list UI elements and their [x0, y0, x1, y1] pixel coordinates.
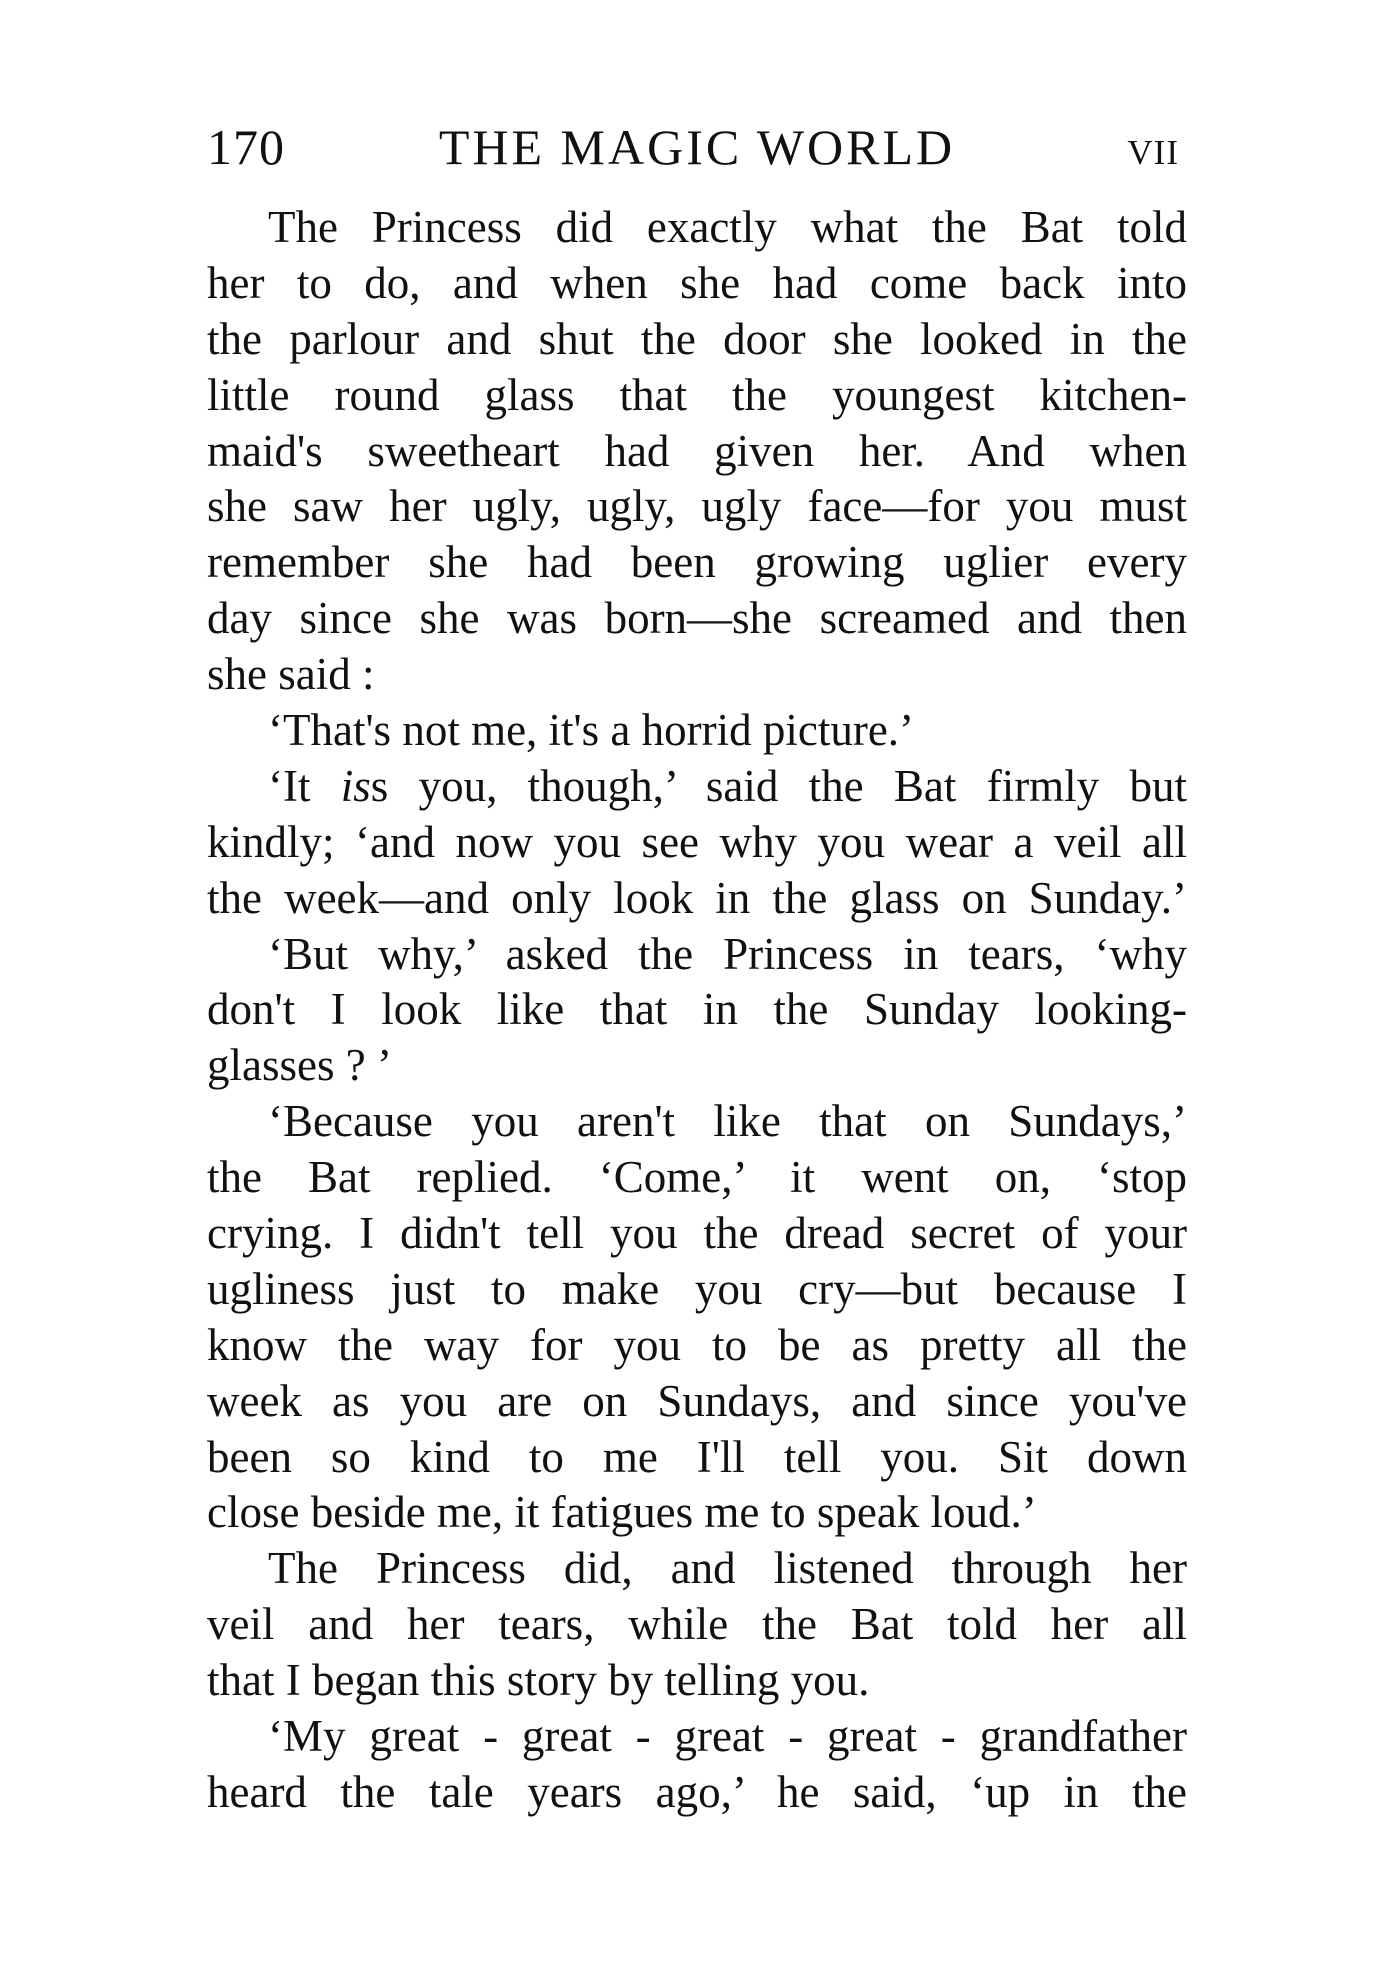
text-line: she said :	[207, 649, 375, 700]
text-line: ugliness just to make you cry—but because I	[207, 1263, 1187, 1314]
book-title: THE MAGIC WORLD	[438, 119, 956, 175]
chapter-number: vii	[1127, 119, 1179, 175]
text-line: crying. I didn't tell you the dread secret of your	[207, 1208, 1187, 1259]
text-line: the Bat replied. ‘Come,’ it went on, ‘stop	[207, 1152, 1187, 1203]
text-line: her to do, and when she had come back into	[207, 257, 1187, 308]
running-header	[207, 112, 1187, 182]
text-line: know the way for you to be as pretty all the	[207, 1319, 1187, 1370]
book-page	[207, 112, 1187, 1821]
text-line: The Princess did, and listened through her	[268, 1543, 1187, 1594]
text-line: ‘My great - great - great - great - grandfather	[268, 1711, 1187, 1762]
text-line: she saw her ugly, ugly, ugly face—for you must	[207, 481, 1187, 532]
text-line: been so kind to me I'll tell you. Sit down	[207, 1431, 1187, 1482]
body-text	[207, 200, 1187, 1821]
text-line: glasses ? ’	[207, 1040, 392, 1091]
text-line: the parlour and shut the door she looked in the	[207, 313, 1187, 364]
text-line: heard the tale years ago,’ he said, ‘up in the	[207, 1766, 1187, 1817]
text-line: ‘Because you aren't like that on Sundays,’	[268, 1096, 1187, 1147]
text-line: day since she was born—she screamed and then	[207, 593, 1187, 644]
page-number: 170	[207, 119, 285, 175]
text-line: the week—and only look in the glass on Sunday.’	[207, 872, 1187, 923]
text-line: ‘It iss you, though,’ said the Bat firmly but	[268, 760, 1187, 811]
text-line: that I began this story by telling you.	[207, 1655, 870, 1706]
emphasis: is	[340, 760, 371, 811]
text-line: week as you are on Sundays, and since you've	[207, 1375, 1187, 1426]
text-line: kindly; ‘and now you see why you wear a veil all	[207, 816, 1187, 867]
text-line: ‘That's not me, it's a horrid picture.’	[268, 705, 915, 756]
text-line: close beside me, it fatigues me to speak loud.’	[207, 1487, 1037, 1538]
text-line: little round glass that the youngest kitchen-	[207, 369, 1187, 420]
text-line: veil and her tears, while the Bat told her all	[207, 1599, 1187, 1650]
text-line: remember she had been growing uglier every	[207, 537, 1187, 588]
text-line: maid's sweetheart had given her. And when	[207, 425, 1187, 476]
text-line: don't I look like that in the Sunday looking-	[207, 984, 1187, 1035]
text-line: ‘But why,’ asked the Princess in tears, ‘why	[268, 928, 1187, 979]
text-line: The Princess did exactly what the Bat told	[268, 202, 1187, 252]
